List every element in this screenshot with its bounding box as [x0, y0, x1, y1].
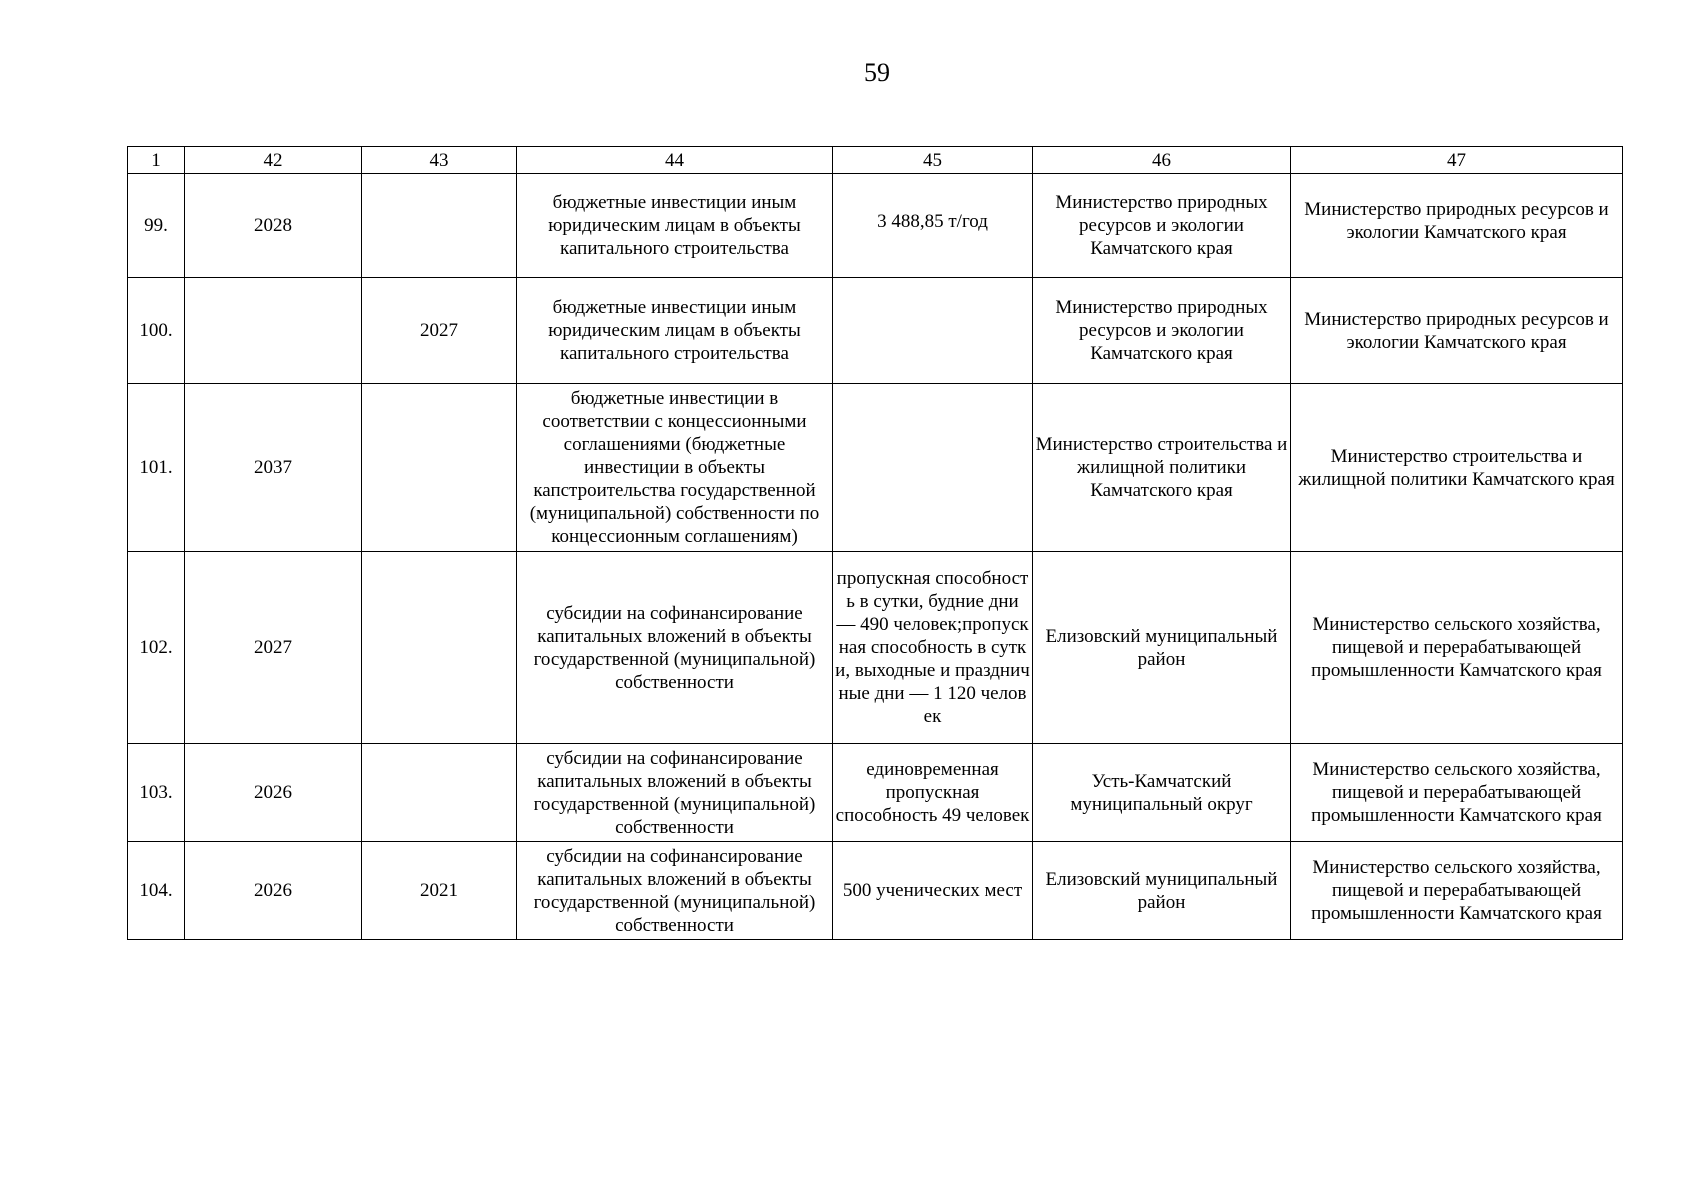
- year-cell: 2037: [185, 384, 362, 552]
- row-number-cell: 100.: [128, 278, 185, 384]
- funding-type-cell: бюджетные инвестиции иным юридическим лицам в объекты капитального строительства: [517, 278, 833, 384]
- capacity-cell: единовременная пропускная способность 49 человек: [833, 744, 1033, 842]
- capacity-cell: 3 488,85 т/год: [833, 174, 1033, 278]
- column-header: 45: [833, 147, 1033, 174]
- year-cell: [185, 278, 362, 384]
- recipient-cell: Елизовский муниципальный район: [1033, 842, 1291, 940]
- capacity-cell: пропускная способность в сутки, будние дни — 490 человек;пропускная способность в сутки, выходные и праздничные дни — 1 120 человек: [833, 552, 1033, 744]
- year-cell: 2026: [185, 842, 362, 940]
- column-header: 42: [185, 147, 362, 174]
- table-row: [128, 278, 1623, 384]
- year-cell: 2028: [185, 174, 362, 278]
- year-cell: 2021: [362, 842, 517, 940]
- column-header: 44: [517, 147, 833, 174]
- responsible-cell: Министерство природных ресурсов и экологии Камчатского края: [1291, 278, 1623, 384]
- funding-type-cell: бюджетные инвестиции в соответствии с концессионными соглашениями (бюджетные инвестиции в объекты капстроительства государственной (муниципальной) собственности по концессионным соглашениям): [517, 384, 833, 552]
- row-number-cell: 104.: [128, 842, 185, 940]
- recipient-cell: Министерство природных ресурсов и экологии Камчатского края: [1033, 278, 1291, 384]
- column-header: 46: [1033, 147, 1291, 174]
- row-number-cell: 103.: [128, 744, 185, 842]
- year-cell: [362, 384, 517, 552]
- responsible-cell: Министерство сельского хозяйства, пищевой и перерабатывающей промышленности Камчатского края: [1291, 552, 1623, 744]
- capacity-cell: [833, 278, 1033, 384]
- capacity-cell: 500 ученических мест: [833, 842, 1033, 940]
- responsible-cell: Министерство сельского хозяйства, пищевой и перерабатывающей промышленности Камчатского края: [1291, 842, 1623, 940]
- recipient-cell: Министерство природных ресурсов и экологии Камчатского края: [1033, 174, 1291, 278]
- responsible-cell: Министерство строительства и жилищной политики Камчатского края: [1291, 384, 1623, 552]
- page-number: 59: [864, 58, 890, 87]
- funding-type-cell: бюджетные инвестиции иным юридическим лицам в объекты капитального строительства: [517, 174, 833, 278]
- year-cell: 2027: [185, 552, 362, 744]
- funding-type-cell: субсидии на софинансирование капитальных вложений в объекты государственной (муниципальной) собственности: [517, 842, 833, 940]
- row-number-cell: 102.: [128, 552, 185, 744]
- table-row: [128, 552, 1623, 744]
- capacity-cell: [833, 384, 1033, 552]
- column-header: 47: [1291, 147, 1623, 174]
- funding-type-cell: субсидии на софинансирование капитальных вложений в объекты государственной (муниципальной) собственности: [517, 744, 833, 842]
- recipient-cell: Министерство строительства и жилищной политики Камчатского края: [1033, 384, 1291, 552]
- year-cell: 2027: [362, 278, 517, 384]
- table-row: [128, 174, 1623, 278]
- row-number-cell: 101.: [128, 384, 185, 552]
- table-row: [128, 842, 1623, 940]
- year-cell: [362, 552, 517, 744]
- column-number-row: [128, 147, 1623, 174]
- year-cell: [362, 744, 517, 842]
- year-cell: [362, 174, 517, 278]
- responsible-cell: Министерство природных ресурсов и экологии Камчатского края: [1291, 174, 1623, 278]
- column-header: 43: [362, 147, 517, 174]
- row-number-cell: 99.: [128, 174, 185, 278]
- responsible-cell: Министерство сельского хозяйства, пищевой и перерабатывающей промышленности Камчатского края: [1291, 744, 1623, 842]
- funding-type-cell: субсидии на софинансирование капитальных вложений в объекты государственной (муниципальной) собственности: [517, 552, 833, 744]
- table-row: [128, 384, 1623, 552]
- data-table: [127, 146, 1623, 940]
- table-row: [128, 744, 1623, 842]
- recipient-cell: Усть-Камчатский муниципальный округ: [1033, 744, 1291, 842]
- recipient-cell: Елизовский муниципальный район: [1033, 552, 1291, 744]
- column-header: 1: [128, 147, 185, 174]
- year-cell: 2026: [185, 744, 362, 842]
